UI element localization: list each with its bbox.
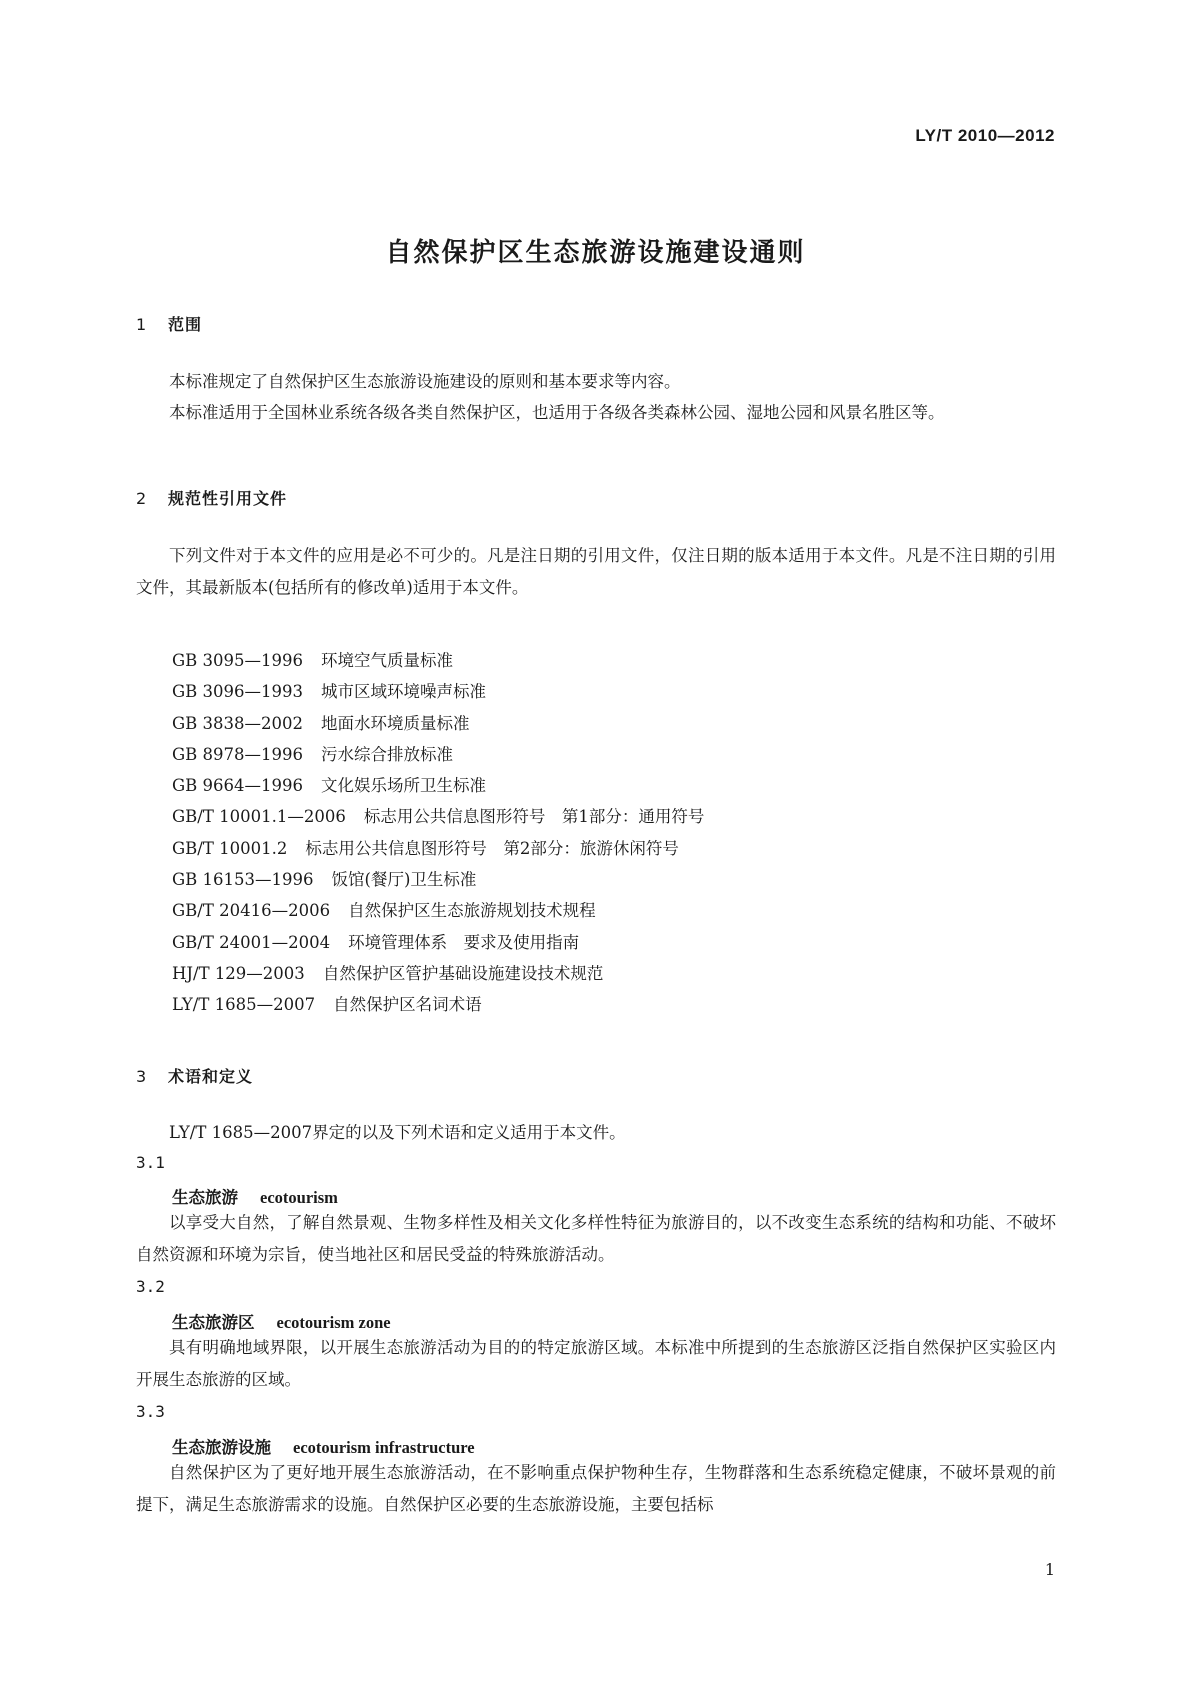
scope-paragraph-2: 本标准适用于全国林业系统各级各类自然保护区，也适用于各级各类森林公园、湿地公园和风景名胜区等。 <box>169 403 945 422</box>
reference-title: 地面水环境质量标准 <box>321 713 470 733</box>
document-title: 自然保护区生态旅游设施建设通则 <box>385 238 806 268</box>
term-chinese: 生态旅游设施 <box>172 1438 271 1457</box>
reference-item <box>172 833 704 864</box>
reference-item <box>172 927 704 958</box>
section-number: 1 <box>136 315 148 334</box>
section-heading-terms <box>136 1064 253 1087</box>
section-title: 规范性引用文件 <box>168 489 288 508</box>
terms-intro: LY/T 1685—2007界定的以及下列术语和定义适用于本文件。 <box>169 1123 626 1142</box>
term-english: ecotourism infrastructure <box>293 1438 475 1457</box>
term-definition: 自然保护区为了更好地开展生态旅游活动，在不影响重点保护物种生存，生物群落和生态系统稳定健康，不破坏景观的前提下，满足生态旅游需求的设施。自然保护区必要的生态旅游设施，主要包括标 <box>136 1463 1056 1514</box>
reference-item <box>172 989 704 1020</box>
reference-title: 标志用公共信息图形符号 第1部分：通用符号 <box>363 807 705 827</box>
clause-number: 3.2 <box>136 1277 165 1296</box>
reference-code: GB 16153—1996 <box>172 870 314 890</box>
term-english: ecotourism zone <box>276 1313 391 1332</box>
reference-title: 污水综合排放标准 <box>321 744 454 764</box>
reference-item <box>172 676 704 707</box>
clause-number: 3.1 <box>136 1153 165 1172</box>
reference-item <box>172 895 704 926</box>
reference-item <box>172 770 704 801</box>
term-heading <box>172 1184 338 1208</box>
clause-number: 3.3 <box>136 1402 165 1421</box>
reference-code: GB/T 24001—2004 <box>172 932 331 952</box>
section-number: 2 <box>136 489 148 508</box>
section-heading-normative-references <box>136 486 287 509</box>
standard-code: LY/T 2010—2012 <box>915 126 1055 145</box>
reference-code: GB 3096—1993 <box>172 682 304 702</box>
section-title: 术语和定义 <box>168 1067 254 1086</box>
reference-code: GB/T 20416—2006 <box>172 901 331 921</box>
reference-item <box>172 645 704 676</box>
reference-title: 自然保护区名词术语 <box>333 995 482 1015</box>
reference-title: 自然保护区管护基础设施建设技术规范 <box>322 963 604 983</box>
reference-title: 文化娱乐场所卫生标准 <box>321 776 487 796</box>
section-title: 范围 <box>168 315 203 334</box>
references-intro: 下列文件对于本文件的应用是必不可少的。凡是注日期的引用文件，仅注日期的版本适用于本文件。凡是不注日期的引用文件，其最新版本(包括所有的修改单)适用于本文件。 <box>136 546 1056 597</box>
reference-item <box>172 801 704 832</box>
reference-title: 饭馆(餐厅)卫生标准 <box>331 870 477 890</box>
term-heading <box>172 1309 391 1333</box>
reference-title: 城市区域环境噪声标准 <box>321 682 487 702</box>
reference-title: 标志用公共信息图形符号 第2部分：旅游休闲符号 <box>305 838 679 858</box>
reference-title: 自然保护区生态旅游规划技术规程 <box>348 901 596 921</box>
reference-title: 环境空气质量标准 <box>321 651 454 670</box>
reference-code: HJ/T 129—2003 <box>172 963 305 983</box>
reference-code: GB 9664—1996 <box>172 776 304 796</box>
reference-code: GB 3095—1996 <box>172 651 304 670</box>
term-definition: 具有明确地域界限，以开展生态旅游活动为目的的特定旅游区域。本标准中所提到的生态旅游区泛指自然保护区实验区内开展生态旅游的区域。 <box>136 1338 1056 1389</box>
reference-list <box>172 645 704 1021</box>
section-number: 3 <box>136 1067 148 1086</box>
reference-item <box>172 958 704 989</box>
term-chinese: 生态旅游区 <box>172 1313 255 1332</box>
reference-title: 环境管理体系 要求及使用指南 <box>348 932 580 952</box>
reference-code: GB/T 10001.2 <box>172 838 288 858</box>
reference-item <box>172 708 704 739</box>
term-definition: 以享受大自然，了解自然景观、生物多样性及相关文化多样性特征为旅游目的，以不改变生态系统的结构和功能、不破坏自然资源和环境为宗旨，使当地社区和居民受益的特殊旅游活动。 <box>136 1213 1056 1264</box>
term-chinese: 生态旅游 <box>172 1188 238 1207</box>
reference-code: GB 3838—2002 <box>172 713 304 733</box>
reference-code: LY/T 1685—2007 <box>172 995 316 1015</box>
term-heading <box>172 1434 475 1458</box>
reference-item <box>172 864 704 895</box>
reference-code: GB 8978—1996 <box>172 744 304 764</box>
page-number: 1 <box>1044 1560 1055 1579</box>
term-english: ecotourism <box>260 1188 338 1207</box>
section-heading-scope <box>136 312 202 335</box>
scope-paragraph-1: 本标准规定了自然保护区生态旅游设施建设的原则和基本要求等内容。 <box>169 372 681 391</box>
reference-item <box>172 739 704 770</box>
reference-code: GB/T 10001.1—2006 <box>172 807 346 827</box>
